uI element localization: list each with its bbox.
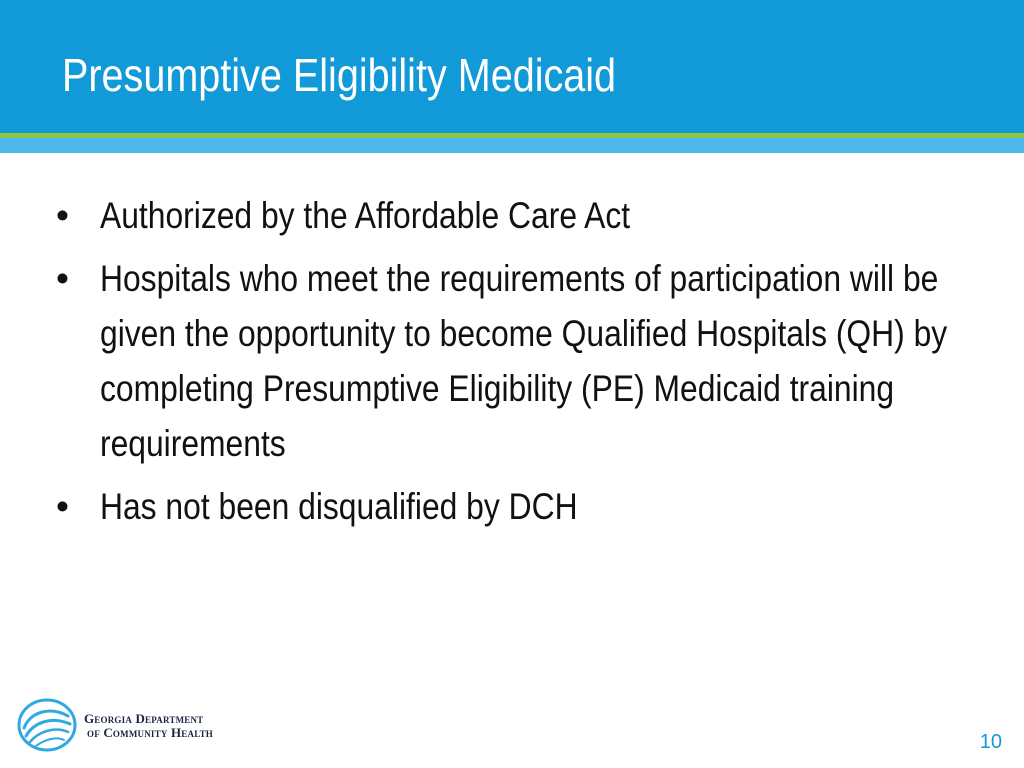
- georgia-dch-logo-icon: [16, 698, 78, 752]
- bullet-item-disqualified: [0, 479, 1024, 534]
- bullet-list: [0, 188, 1024, 542]
- bullet-dot-icon: •: [56, 195, 69, 236]
- bullet-text: Has not been disqualified by DCH: [100, 486, 578, 527]
- slide-title: Presumptive Eligibility Medicaid: [62, 49, 617, 101]
- bullet-dot-icon: •: [56, 486, 69, 527]
- bullet-item-authorized: [0, 188, 1024, 243]
- header-accent-blue-stripe: [0, 138, 1024, 153]
- bullet-dot-icon: •: [56, 258, 69, 299]
- bullet-text: Hospitals who meet the requirements of participation will be given the opportunity to become Qualified Hospitals (QH) by completing Presumptive Eligibility (PE) Medicaid training requirements: [100, 258, 948, 464]
- org-name-line-2: of Community Health: [87, 725, 213, 740]
- bullet-text: Authorized by the Affordable Care Act: [100, 195, 631, 236]
- bullet-item-hospitals: [0, 251, 1024, 471]
- page-number: 10: [979, 731, 1002, 753]
- org-name: [84, 712, 213, 740]
- org-name-line-1: Georgia Department: [84, 711, 204, 726]
